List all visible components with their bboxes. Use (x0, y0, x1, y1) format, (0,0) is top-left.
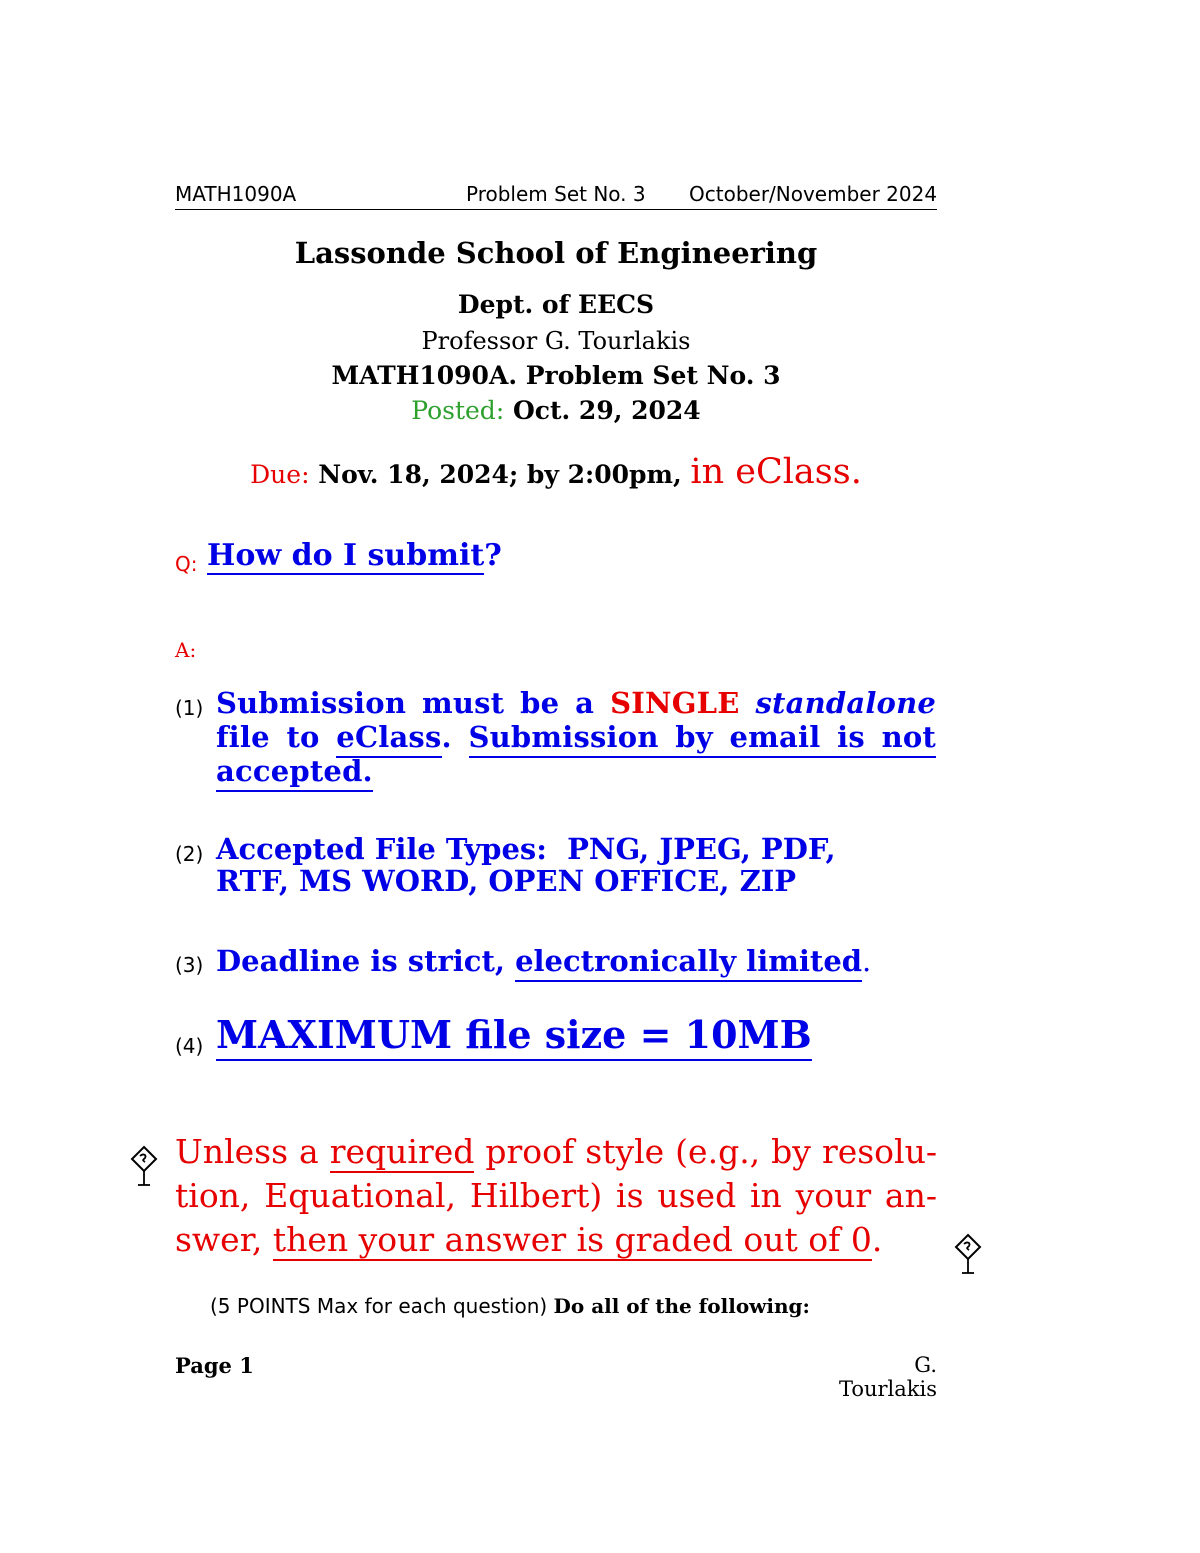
question (207, 538, 502, 575)
posted-line (175, 396, 937, 425)
graded-out-of-zero: then your answer is graded out of 0 (272, 1220, 872, 1259)
warning-text: Unless a (175, 1132, 319, 1171)
warning-text: proof style (e.g., by resolu-tion, Equational, Hilbert) is used in your an-swer, (175, 1132, 938, 1259)
item-number: (2) (175, 842, 204, 866)
page-number: Page 1 (175, 1353, 254, 1378)
single-emphasis: SINGLE (610, 686, 740, 720)
email-policy-link[interactable]: Submission by email is not (469, 720, 937, 758)
school-title: Lassonde School of Engineering (294, 236, 818, 270)
footer-author: G. Tourlakis (838, 1353, 937, 1401)
max-file-size-link[interactable]: MAXIMUM file size = 10MB (216, 1012, 812, 1061)
dangerous-bend-icon (954, 1233, 982, 1277)
header-rule (175, 209, 937, 210)
warning-text: . (871, 1220, 883, 1259)
item-number: (3) (175, 953, 204, 977)
professor-line: Professor G. Tourlakis (421, 327, 691, 355)
file-types-line-2: RTF, MS WORD, OPEN OFFICE, ZIP (216, 864, 797, 898)
item-text: Submission must be a (216, 686, 595, 720)
dept-line: Dept. of EECS (457, 290, 655, 319)
course-line: MATH1090A. Problem Set No. 3 (331, 361, 781, 390)
answer-label: A: (175, 638, 197, 662)
required-emphasis: required (329, 1132, 475, 1171)
header-problem-set: Problem Set No. 3 (466, 182, 646, 206)
due-where: in eClass. (690, 452, 862, 492)
list-item (216, 686, 936, 788)
list-item (216, 944, 936, 978)
posted-date: Oct. 29, 2024 (512, 396, 701, 425)
how-to-submit-link[interactable]: How do I submit (207, 538, 485, 573)
standalone-emphasis: standalone (755, 686, 937, 720)
posted-label: Posted: (411, 396, 505, 425)
points-note: (5 POINTS Max for each question) (210, 1294, 548, 1318)
due-date: Nov. 18, 2024; by 2:00pm, (318, 460, 682, 489)
item-number: (1) (175, 696, 204, 720)
instructions: Do all of the following: (553, 1294, 810, 1318)
due-label: Due: (250, 460, 310, 489)
eclass-link[interactable]: eClass (336, 720, 441, 758)
header-term: October/November 2024 (689, 182, 938, 206)
dangerous-bend-icon (130, 1145, 158, 1189)
header-course: MATH1090A (175, 182, 297, 206)
item-number: (4) (175, 1034, 204, 1058)
deadline-link[interactable]: electronically limited (515, 944, 862, 982)
question-mark: ? (484, 538, 502, 573)
points-line (210, 1294, 810, 1318)
item-text: . (441, 720, 452, 754)
grading-warning (175, 1130, 937, 1262)
list-item (216, 833, 936, 897)
list-item (216, 1012, 936, 1057)
item-text: file to (216, 720, 320, 754)
item-text: . (862, 944, 872, 978)
accepted-link[interactable]: accepted. (216, 754, 373, 792)
file-types-line-1: Accepted File Types: PNG, JPEG, PDF, (216, 832, 836, 866)
item-text: Deadline is strict, (216, 944, 505, 978)
due-line (175, 452, 937, 492)
question-label: Q: (175, 552, 198, 576)
